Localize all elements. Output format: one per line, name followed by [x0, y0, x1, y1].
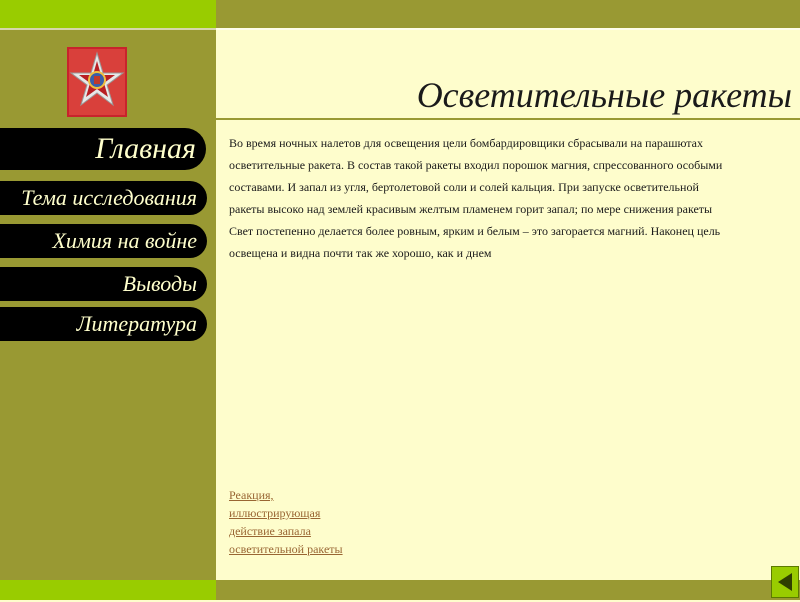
- nav-main[interactable]: Главная: [0, 128, 206, 170]
- title-divider: [216, 118, 800, 120]
- top-bar-left: [0, 0, 216, 28]
- top-divider: [0, 28, 800, 30]
- top-bar-right: [216, 0, 800, 28]
- bottom-bar-right: [216, 580, 800, 600]
- nav-conclusions[interactable]: Выводы: [0, 267, 207, 301]
- victory-order-emblem-icon: [67, 47, 127, 117]
- reaction-link[interactable]: Реакция, иллюстрирующая действие запала осветительной ракеты: [229, 488, 343, 556]
- nav-literature[interactable]: Литература: [0, 307, 207, 341]
- nav-research-topic[interactable]: Тема исследования: [0, 181, 207, 215]
- back-button[interactable]: [771, 566, 799, 598]
- bottom-bar-left: [0, 580, 216, 600]
- body-text: Во время ночных налетов для освещения цели бомбардировщики сбрасывали на парашютах осветительные ракета. В состав такой ракеты входил порошок магния, спрессованного особыми составами. И запал из угля, бертолетовой соли и солей кальция. При запуске осветительной ракеты высоко над землей красивым желтым пламенем горит запал; по мере снижения ракеты Свет постепенно делается более ровным, ярким и белым – это загорается магний. Наконец цель освещена и видна почти так же хорошо, как и днем: [229, 136, 723, 260]
- nav-chemistry-at-war[interactable]: Химия на войне: [0, 224, 207, 258]
- back-arrow-icon: [772, 567, 798, 597]
- page-title: Осветительные ракеты: [416, 75, 792, 115]
